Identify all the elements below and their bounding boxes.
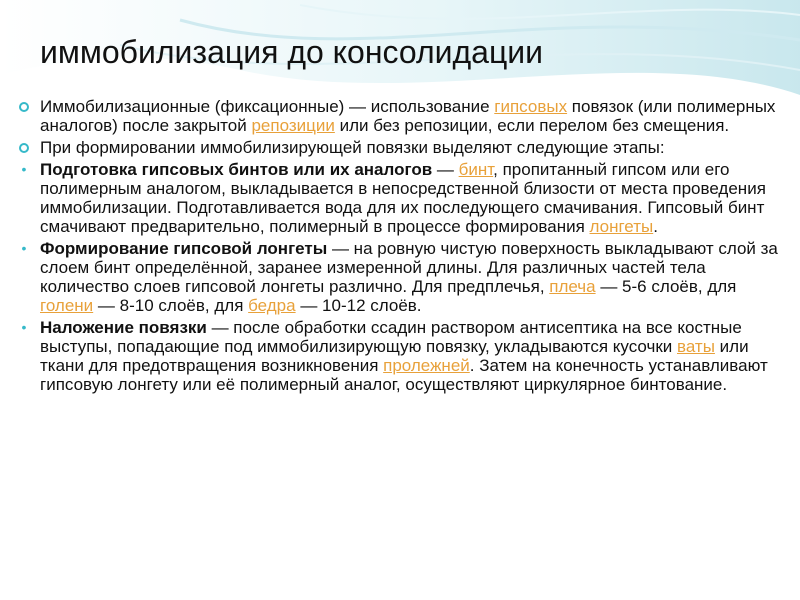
list-item: • Подготовка гипсовых бинтов или их аналогов — бинт, пропитанный гипсом или его полимерным аналогом, выкладывается в непосредственной близости от места проведения иммобилизации. Подготавливается вода для их последующего смачивания. Гипсовый бинт смачивают предварительно, полимерный в процессе формирования лонгеты. (14, 160, 784, 236)
link-bedsores[interactable]: пролежней (383, 356, 470, 375)
link-bandage[interactable]: бинт (458, 160, 494, 179)
link-thigh[interactable]: бедра (248, 296, 296, 315)
link-gypsum[interactable]: гипсовых (494, 97, 568, 116)
link-cotton[interactable]: ваты (677, 337, 715, 356)
bullet-list (14, 97, 784, 397)
slide-title: иммобилизация до консолидации (40, 34, 544, 70)
list-item: • Формирование гипсовой лонгеты — на ровную чистую поверхность выкладывают слой за слоем бинт определённой, заранее измеренной длины. Для различных частей тела количество слоев гипсовой лонгеты различно. Для предплечья, плеча — 5-6 слоёв, для голени — 8-10 слоёв, для бедра — 10-12 слоёв. (14, 239, 784, 315)
link-splint[interactable]: лонгеты (589, 217, 654, 236)
link-reposition[interactable]: репозиции (251, 116, 335, 135)
list-item: • Наложение повязки — после обработки ссадин раствором антисептика на все костные выступы, попадающие под иммобилизирующую повязку, укладываются кусочки ваты или ткани для предотвращения возникновения пролежней. Затем на конечность устанавливают гипсовую лонгету или её полимерный аналог, осуществляют циркулярное бинтование. (14, 318, 784, 394)
ring-bullet-icon (14, 138, 34, 157)
list-item: При формировании иммобилизирующей повязки выделяют следующие этапы: (14, 138, 784, 157)
link-shin[interactable]: голени (40, 296, 94, 315)
list-item: Иммобилизационные (фиксационные) — использование гипсовых повязок (или полимерных аналогов) после закрытой репозиции или без репозиции, если перелом без смещения. (14, 97, 784, 135)
dot-bullet-icon: • (21, 161, 27, 177)
dot-bullet-icon: • (21, 319, 27, 335)
dot-bullet-icon: • (21, 240, 27, 256)
ring-bullet-icon (14, 97, 34, 116)
link-shoulder[interactable]: плеча (549, 277, 596, 296)
